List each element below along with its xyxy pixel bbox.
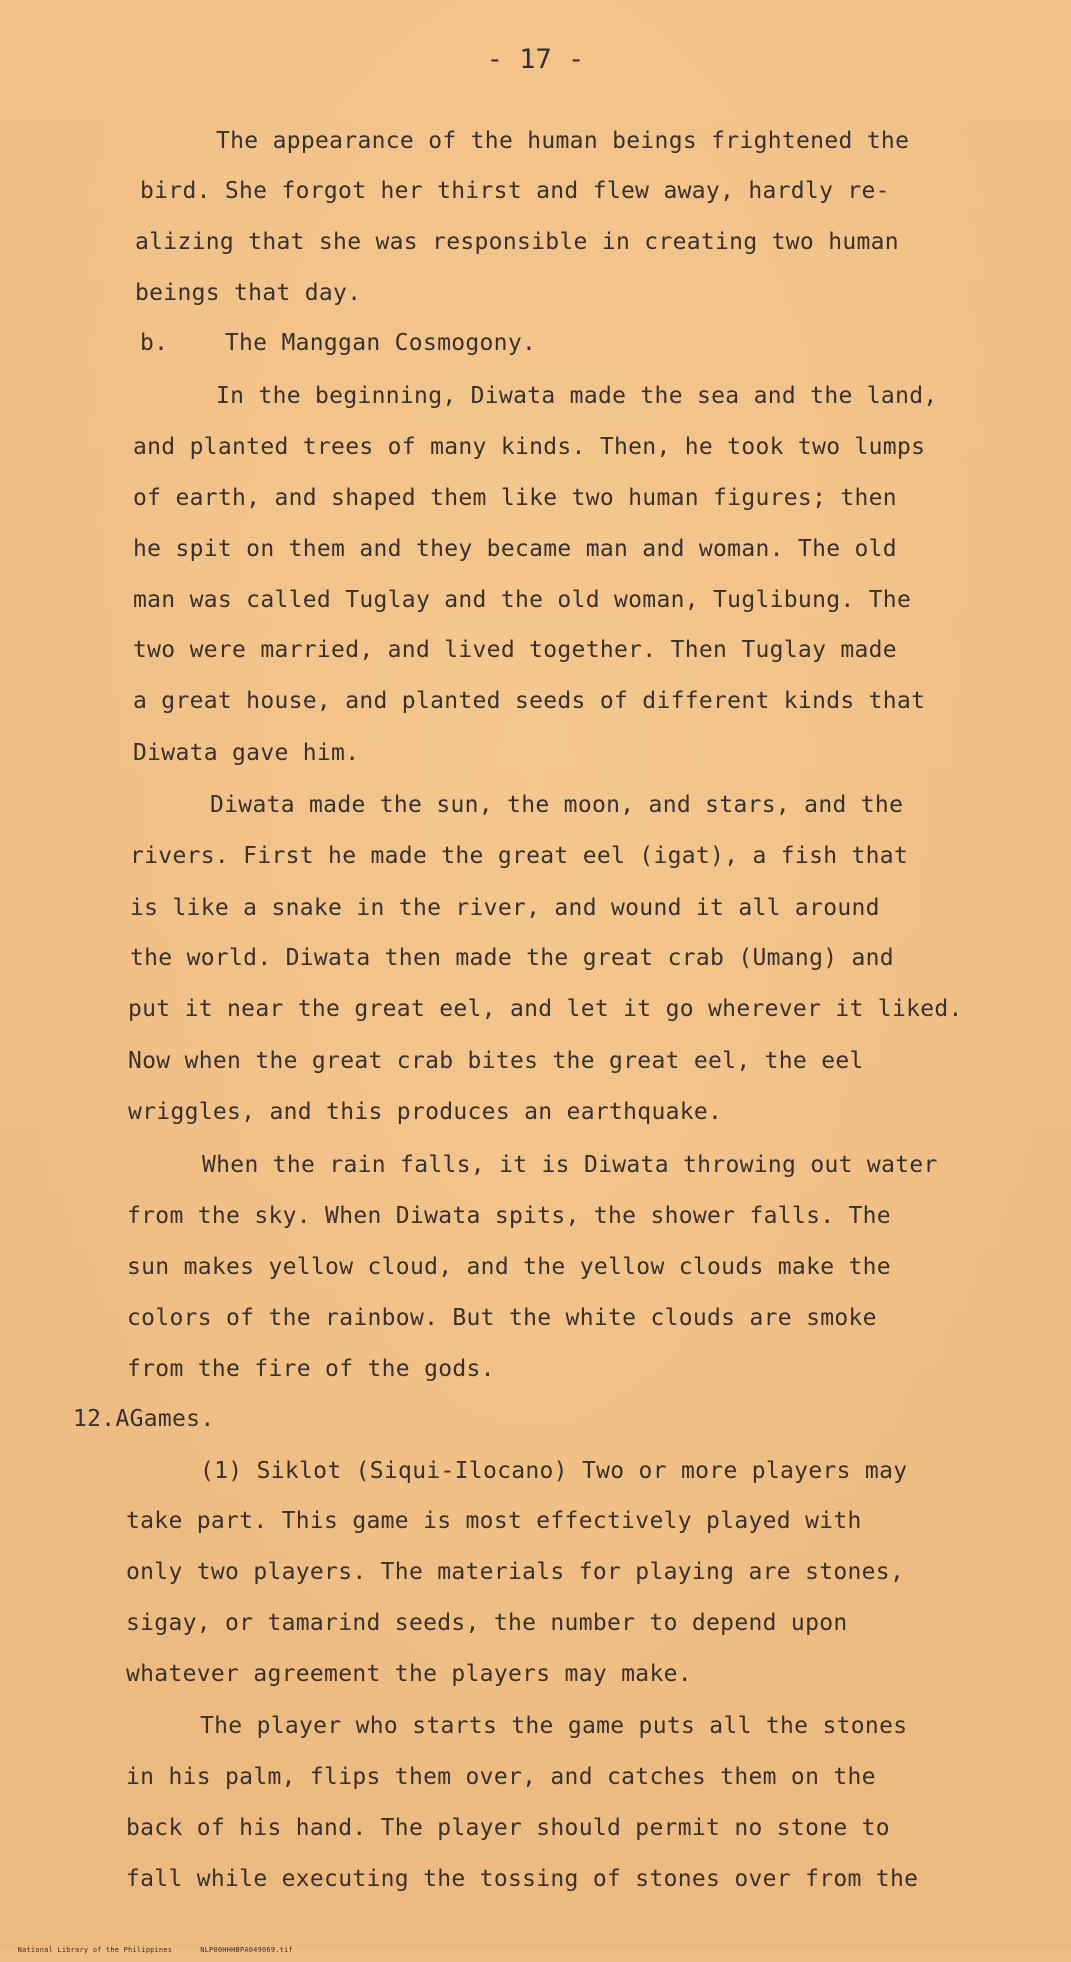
text-line: bird. She forgot her thirst and flew away, hardly re-: [140, 178, 890, 204]
text-line: man was called Tuglay and the old woman, Tuglibung. The: [133, 587, 912, 613]
text-line: Diwata made the sun, the moon, and stars, and the: [210, 792, 904, 818]
text-line: The player who starts the game puts all the stones: [200, 1713, 908, 1739]
section-heading: 12.AGames.: [73, 1406, 215, 1432]
text-line: colors of the rainbow. But the white clouds are smoke: [127, 1305, 877, 1331]
text-line: In the beginning, Diwata made the sea and the land,: [216, 383, 938, 409]
text-line: Now when the great crab bites the great eel, the eel: [128, 1048, 864, 1074]
text-line: alizing that she was responsible in creating two human: [135, 229, 899, 255]
text-line: Diwata gave him.: [133, 740, 360, 766]
text-line: whatever agreement the players may make.: [126, 1661, 692, 1687]
text-line: from the fire of the gods.: [127, 1356, 495, 1382]
text-line: When the rain falls, it is Diwata throwing out water: [202, 1152, 938, 1178]
text-line: back of his hand. The player should permit no stone to: [126, 1815, 890, 1841]
text-line: the world. Diwata then made the great crab (Umang) and: [130, 945, 894, 971]
text-line: sigay, or tamarind seeds, the number to depend upon: [126, 1610, 848, 1636]
text-line: take part. This game is most effectively played with: [126, 1508, 862, 1534]
page-number: - 17 -: [486, 44, 585, 75]
text-line: is like a snake in the river, and wound it all around: [130, 895, 880, 921]
text-line: of earth, and shaped them like two human figures; then: [133, 485, 897, 511]
text-line: sun makes yellow cloud, and the yellow clouds make the: [127, 1254, 891, 1280]
scan-footer: [0, 1938, 321, 1962]
text-line: only two players. The materials for playing are stones,: [126, 1559, 905, 1585]
text-line: fall while executing the tossing of stones over from the: [126, 1866, 919, 1892]
section-heading: b. The Manggan Cosmogony.: [140, 330, 537, 356]
text-line: and planted trees of many kinds. Then, he took two lumps: [133, 434, 926, 460]
text-line: (1) Siklot (Siqui-Ilocano) Two or more players may: [200, 1458, 908, 1484]
text-line: a great house, and planted seeds of different kinds that: [133, 688, 926, 714]
text-line: The appearance of the human beings frightened the: [216, 128, 910, 154]
text-line: two were married, and lived together. Then Tuglay made: [133, 637, 897, 663]
file-id: NLP00HHHBPA049069.tif: [200, 1946, 293, 1954]
text-line: he spit on them and they became man and woman. The old: [133, 536, 897, 562]
text-line: from the sky. When Diwata spits, the shower falls. The: [127, 1203, 891, 1229]
library-name: National Library of the Philippines: [17, 1946, 173, 1954]
text-line: beings that day.: [135, 280, 362, 306]
text-line: put it near the great eel, and let it go wherever it liked.: [128, 996, 963, 1022]
text-line: rivers. First he made the great eel (igat), a fish that: [130, 843, 909, 869]
text-line: in his palm, flips them over, and catches them on the: [126, 1764, 876, 1790]
text-line: wriggles, and this produces an earthquake.: [128, 1099, 723, 1125]
